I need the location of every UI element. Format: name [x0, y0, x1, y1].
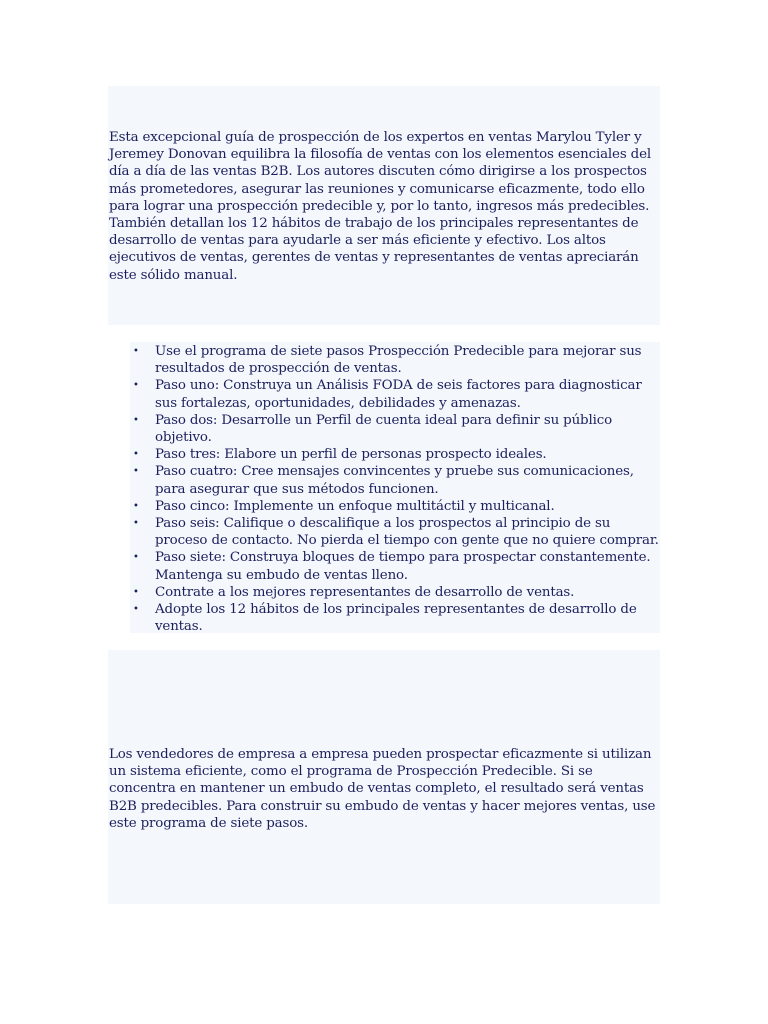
bullet-icon: • [133, 346, 139, 357]
list-item [130, 549, 660, 583]
steps-list [130, 343, 660, 635]
list-item-text: Paso cuatro: Cree mensajes convincentes y pruebe sus comunicaciones, para asegurar que sus métodos funcionen. [155, 464, 634, 497]
bullet-icon: • [133, 518, 139, 530]
list-item [130, 412, 660, 446]
intro-section [108, 86, 660, 325]
list-item [130, 515, 660, 549]
summary-paragraph: Los vendedores de empresa a empresa pueden prospectar eficazmente si utilizan un sistema eficiente, como el programa de Prospección Predecible. Si se concentra en mantener un embudo de ventas completo, el resultado será ventas B2B predecibles. Para construir su embudo de ventas y hacer mejores ventas, use este programa de siete pasos. [109, 747, 656, 831]
list-item [130, 377, 660, 411]
list-item [130, 343, 660, 377]
bullet-icon: • [133, 604, 139, 616]
list-item-text: Use el programa de siete pasos Prospección Predecible para mejorar sus resultados de prospección de ventas. [155, 344, 642, 377]
bullet-icon: • [133, 586, 139, 598]
list-item [130, 463, 660, 497]
list-item [130, 446, 660, 463]
summary-section [108, 650, 660, 904]
steps-section [130, 342, 660, 633]
list-item-text: Paso siete: Construya bloques de tiempo para prospectar constantemente. Mantenga su embudo de ventas lleno. [155, 550, 651, 583]
bullet-icon: • [133, 380, 139, 392]
bullet-icon: • [133, 500, 139, 512]
list-item [130, 498, 660, 515]
list-item-text: Paso uno: Construya un Análisis FODA de seis factores para diagnosticar sus fortalezas, oportunidades, debilidades y amenazas. [155, 378, 642, 411]
list-item-text: Paso seis: Califique o descalifique a los prospectos al principio de su proceso de contacto. No pierda el tiempo con gente que no quiere comprar. [155, 516, 659, 549]
list-item-text: Paso dos: Desarrolle un Perfil de cuenta ideal para definir su público objetivo. [155, 412, 612, 446]
bullet-icon: • [133, 552, 139, 564]
list-item [130, 601, 660, 635]
bullet-icon: • [133, 414, 139, 426]
list-item-text: Contrate a los mejores representantes de desarrollo de ventas. [155, 584, 575, 600]
list-item-text: Paso tres: Elabore un perfil de personas prospecto ideales. [155, 447, 547, 463]
bullet-icon: • [133, 466, 139, 478]
bullet-icon: • [133, 449, 139, 461]
list-item-text: Adopte los 12 hábitos de los principales representantes de desarrollo de ventas. [155, 602, 637, 635]
intro-paragraph: Esta excepcional guía de prospección de los expertos en ventas Marylou Tyler y Jeremey Donovan equilibra la filosofía de ventas con los elementos esenciales del día a día de las ventas B2B. Los autores discuten cómo dirigirse a los prospectos más prometedores, asegurar las reuniones y comunicarse eficazmente, todo ello para lograr una prospección predecible y, por lo tanto, ingresos más predecibles. También detallan los 12 hábitos de trabajo de los principales representantes de desarrollo de ventas para ayudarle a ser más eficiente y efectivo. Los altos ejecutivos de ventas, gerentes de ventas y representantes de ventas apreciarán este sólido manual. [109, 130, 651, 283]
list-item-text: Paso cinco: Implemente un enfoque multitáctil y multicanal. [155, 498, 555, 514]
list-item [130, 584, 660, 601]
